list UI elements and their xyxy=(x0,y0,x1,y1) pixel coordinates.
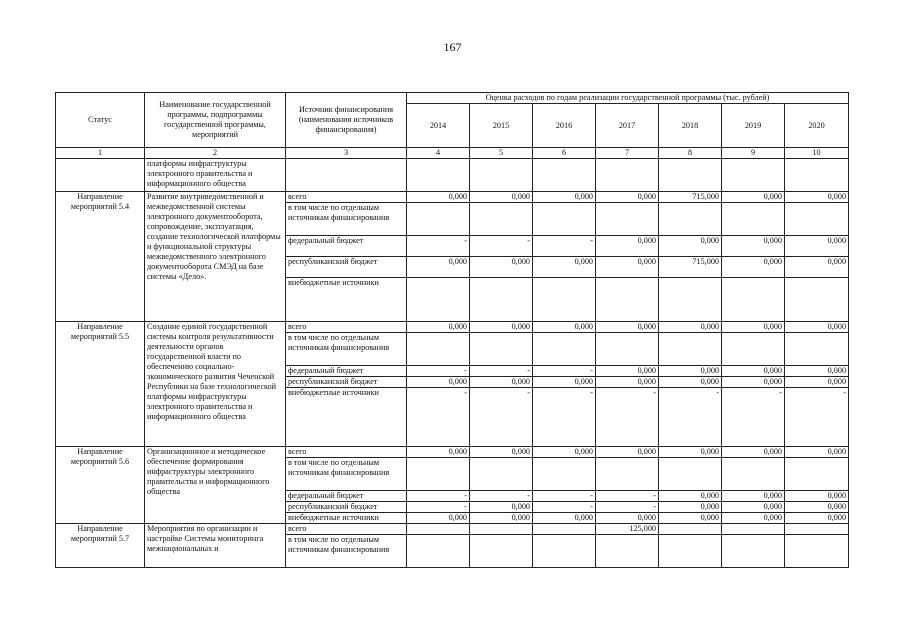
source-cell: республиканский бюджет xyxy=(286,502,407,513)
value-cell: 0,000 xyxy=(722,257,785,278)
value-cell: 0,000 xyxy=(659,236,722,257)
value-cell xyxy=(659,524,722,535)
header-status: Статус xyxy=(56,93,145,148)
measure-name: Развитие внутриведомственной и межведомственной системы электронного документооборота, сопровождение, эксплуатация, создание технологической платформы и функциональной структуры межведомственного электронного документооборота СМЭД на базе системы «Дело». xyxy=(145,192,286,322)
measure-name: Организационное и методическое обеспечение формирования инфраструктуры электронного правительства и информационного общества xyxy=(145,447,286,524)
value-cell: - xyxy=(722,388,785,447)
source-cell: всего xyxy=(286,524,407,535)
value-cell: 0,000 xyxy=(470,192,533,203)
value-cell: 0,000 xyxy=(785,491,849,502)
value-cell: 0,000 xyxy=(785,257,849,278)
value-cell: 0,000 xyxy=(722,192,785,203)
source-cell: внебюджетные источники xyxy=(286,388,407,447)
source-cell: республиканский бюджет xyxy=(286,257,407,278)
value-cell: - xyxy=(407,388,470,447)
value-cell: - xyxy=(533,366,596,377)
value-cell: 0,000 xyxy=(722,377,785,388)
value-cell: 0,000 xyxy=(470,447,533,458)
value-cell: 0,000 xyxy=(407,322,470,333)
value-cell xyxy=(533,524,596,535)
measure-name: Мероприятия по организации и настройке Системы мониторинга межнациональных и xyxy=(145,524,286,568)
value-cell xyxy=(470,524,533,535)
header-estimate: Оценка расходов по годам реализации государственной программы (тыс. рублей) xyxy=(407,93,849,104)
year-header: 2014 xyxy=(407,104,470,148)
value-cell: 0,000 xyxy=(659,447,722,458)
value-cell: - xyxy=(407,236,470,257)
status-cell: Направление мероприятий 5.5 xyxy=(56,322,145,447)
source-cell: в том числе по отдельным источникам финансирования xyxy=(286,458,407,491)
value-cell: - xyxy=(533,491,596,502)
value-cell: 0,000 xyxy=(470,502,533,513)
page-number: 167 xyxy=(443,40,462,54)
source-cell: внебюджетные источники xyxy=(286,513,407,524)
value-cell: - xyxy=(407,491,470,502)
column-number: 1 xyxy=(56,148,145,159)
measure-name: платформы инфраструктуры электронного правительства и информационного общества xyxy=(145,159,286,192)
year-header: 2015 xyxy=(470,104,533,148)
source-cell: в том числе по отдельным источникам финансирования xyxy=(286,203,407,236)
value-cell: 0,000 xyxy=(596,377,659,388)
value-cell xyxy=(785,524,849,535)
column-number: 2 xyxy=(145,148,286,159)
value-cell: 0,000 xyxy=(533,257,596,278)
value-cell: 0,000 xyxy=(722,366,785,377)
table-row xyxy=(56,447,849,458)
table-row xyxy=(56,159,849,192)
table-row xyxy=(56,524,849,535)
value-cell: - xyxy=(533,388,596,447)
column-number: 9 xyxy=(722,148,785,159)
column-number: 7 xyxy=(596,148,659,159)
value-cell: 0,000 xyxy=(596,257,659,278)
source-cell: республиканский бюджет xyxy=(286,377,407,388)
value-cell: - xyxy=(470,388,533,447)
value-cell: 0,000 xyxy=(596,322,659,333)
year-header: 2017 xyxy=(596,104,659,148)
value-cell: - xyxy=(470,491,533,502)
year-header: 2016 xyxy=(533,104,596,148)
value-cell: 0,000 xyxy=(596,192,659,203)
value-cell: 0,000 xyxy=(470,513,533,524)
value-cell: - xyxy=(533,236,596,257)
year-header: 2020 xyxy=(785,104,849,148)
value-cell: 0,000 xyxy=(596,366,659,377)
value-cell: - xyxy=(470,366,533,377)
value-cell: 0,000 xyxy=(533,447,596,458)
status-cell: Направление мероприятий 5.6 xyxy=(56,447,145,524)
source-cell: всего xyxy=(286,322,407,333)
value-cell: 0,000 xyxy=(785,192,849,203)
value-cell: 0,000 xyxy=(785,502,849,513)
value-cell: 0,000 xyxy=(785,377,849,388)
value-cell: 0,000 xyxy=(722,491,785,502)
year-header: 2018 xyxy=(659,104,722,148)
value-cell: 0,000 xyxy=(470,257,533,278)
value-cell: 715,000 xyxy=(659,257,722,278)
column-number: 5 xyxy=(470,148,533,159)
value-cell: - xyxy=(596,491,659,502)
value-cell: 0,000 xyxy=(407,192,470,203)
source-cell: федеральный бюджет xyxy=(286,366,407,377)
value-cell: 0,000 xyxy=(407,377,470,388)
value-cell: - xyxy=(407,502,470,513)
table-row xyxy=(56,192,849,203)
value-cell: 0,000 xyxy=(533,322,596,333)
value-cell: 0,000 xyxy=(659,502,722,513)
value-cell: 0,000 xyxy=(596,236,659,257)
measure-name: Создание единой государственной системы контроля результативности деятельности органов государственной власти по обеспечению социально-экономического развития Чеченской Республики на базе технологической платформы инфраструктуры электронного правительства и информационного общества xyxy=(145,322,286,447)
value-cell: 0,000 xyxy=(722,322,785,333)
source-cell: федеральный бюджет xyxy=(286,236,407,257)
header-name: Наименование государственной программы, подпрограммы государственной программы, мероприятий xyxy=(145,93,286,148)
value-cell: 0,000 xyxy=(659,322,722,333)
column-number: 4 xyxy=(407,148,470,159)
budget-table xyxy=(55,92,849,568)
value-cell: - xyxy=(533,502,596,513)
source-cell: в том числе по отдельным источникам финансирования xyxy=(286,535,407,568)
value-cell: 0,000 xyxy=(722,236,785,257)
value-cell: 0,000 xyxy=(407,447,470,458)
column-number: 6 xyxy=(533,148,596,159)
source-cell: всего xyxy=(286,447,407,458)
value-cell: 715,000 xyxy=(659,192,722,203)
value-cell: 0,000 xyxy=(659,513,722,524)
value-cell: 0,000 xyxy=(533,513,596,524)
status-cell: Направление мероприятий 5.4 xyxy=(56,192,145,322)
value-cell: 0,000 xyxy=(407,513,470,524)
column-number: 8 xyxy=(659,148,722,159)
value-cell: 0,000 xyxy=(722,513,785,524)
value-cell xyxy=(722,524,785,535)
value-cell: 0,000 xyxy=(596,513,659,524)
column-number: 3 xyxy=(286,148,407,159)
value-cell: 0,000 xyxy=(470,322,533,333)
value-cell: 0,000 xyxy=(722,447,785,458)
value-cell: 0,000 xyxy=(785,236,849,257)
source-cell: всего xyxy=(286,192,407,203)
value-cell: 0,000 xyxy=(785,366,849,377)
value-cell: - xyxy=(596,502,659,513)
value-cell: 0,000 xyxy=(659,377,722,388)
value-cell: 0,000 xyxy=(596,447,659,458)
value-cell: 0,000 xyxy=(470,377,533,388)
value-cell: 0,000 xyxy=(407,257,470,278)
status-cell: Направление мероприятий 5.7 xyxy=(56,524,145,568)
source-cell: в том числе по отдельным источникам финансирования xyxy=(286,333,407,366)
value-cell: 0,000 xyxy=(533,377,596,388)
table-row xyxy=(56,322,849,333)
column-number: 10 xyxy=(785,148,849,159)
header-source: Источник финансирования (наименования источников финансирования) xyxy=(286,93,407,148)
value-cell: 125,000 xyxy=(596,524,659,535)
value-cell: - xyxy=(407,366,470,377)
year-header: 2019 xyxy=(722,104,785,148)
source-cell: федеральный бюджет xyxy=(286,491,407,502)
source-cell: внебюджетные источники xyxy=(286,278,407,322)
value-cell: 0,000 xyxy=(533,192,596,203)
value-cell: 0,000 xyxy=(722,502,785,513)
value-cell: - xyxy=(785,388,849,447)
value-cell: 0,000 xyxy=(785,447,849,458)
value-cell: - xyxy=(659,388,722,447)
value-cell: - xyxy=(596,388,659,447)
value-cell: 0,000 xyxy=(659,491,722,502)
value-cell: 0,000 xyxy=(785,513,849,524)
value-cell: 0,000 xyxy=(659,366,722,377)
value-cell: - xyxy=(470,236,533,257)
value-cell xyxy=(407,524,470,535)
value-cell: 0,000 xyxy=(785,322,849,333)
